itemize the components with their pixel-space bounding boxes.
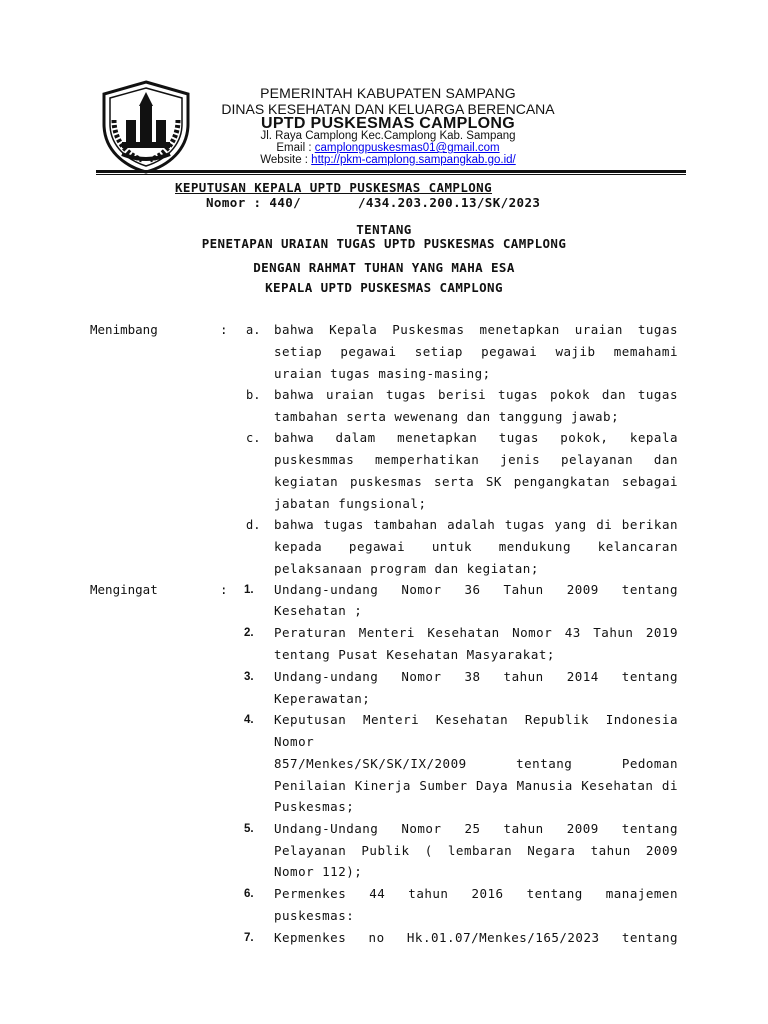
decree-heading: KEPUTUSAN KEPALA UPTD PUSKESMAS CAMPLONG [175, 180, 493, 195]
decree-authority: KEPALA UPTD PUSKESMAS CAMPLONG [265, 280, 503, 295]
mengingat-marker-3: 3. [244, 671, 254, 683]
mengingat-marker-7: 7. [244, 932, 254, 944]
letterhead-address: Jl. Raya Camplong Kec.Camplong Kab. Sampang [260, 130, 516, 142]
mengingat-5-line3: Nomor 112); [274, 864, 363, 879]
letterhead-agency: DINAS KESEHATAN DAN KELUARGA BERENCANA [221, 101, 555, 117]
letterhead-divider-thick [96, 170, 686, 173]
menimbang-marker-c: c. [246, 431, 261, 445]
letterhead-divider-thin [96, 174, 686, 175]
letterhead-government: PEMERINTAH KABUPATEN SAMPANG [260, 85, 516, 101]
decree-invocation: DENGAN RAHMAT TUHAN YANG MAHA ESA [253, 260, 515, 275]
menimbang-c-line1: bahwa dalam menetapkan tugas pokok, kepala [274, 430, 678, 445]
menimbang-c-line3: kegiatan puskesmas serta SK pengangkatan sebagai [274, 474, 678, 489]
menimbang-d-line2: kepada pegawai untuk mendukung kelancaran [274, 539, 678, 554]
mengingat-6-line2: puskesmas: [274, 908, 355, 923]
decree-subject: PENETAPAN URAIAN TUGAS UPTD PUSKESMAS CAMPLONG [201, 236, 567, 251]
decree-about: TENTANG [356, 222, 412, 237]
letterhead-email [210, 142, 566, 154]
mengingat-5-line2: Pelayanan Publik ( lembaran Negara tahun 2009 [274, 843, 678, 858]
menimbang-a-line3: uraian tugas masing-masing; [274, 366, 491, 381]
mengingat-4-line4: Penilaian Kinerja Sumber Daya Manusia Kesehatan di [274, 778, 678, 793]
menimbang-b-line1: bahwa uraian tugas berisi tugas pokok dan tugas [274, 387, 678, 402]
mengingat-marker-5: 5. [244, 823, 254, 835]
menimbang-a-line2: setiap pegawai setiap pegawai wajib memahami [274, 344, 678, 359]
mengingat-6-line1: Permenkes 44 tahun 2016 tentang manajemen [274, 886, 678, 901]
email-link[interactable]: camplongpuskesmas01@gmail.com [314, 142, 500, 154]
mengingat-4-line3: 857/Menkes/SK/SK/IX/2009 tentang Pedoman [274, 756, 678, 771]
menimbang-marker-a: a. [246, 323, 261, 337]
mengingat-3-line2: Keperawatan; [274, 691, 371, 706]
email-label: Email : [276, 142, 315, 154]
mengingat-marker-2: 2. [244, 627, 254, 639]
decree-number-value: /434.203.200.13/SK/2023 [358, 195, 541, 210]
menimbang-label: Menimbang [90, 322, 158, 337]
menimbang-a-line1: bahwa Kepala Puskesmas menetapkan uraian tugas [274, 322, 678, 337]
mengingat-2-line1: Peraturan Menteri Kesehatan Nomor 43 Tahun 2019 [274, 625, 678, 640]
mengingat-marker-4: 4. [244, 714, 254, 726]
mengingat-1-line2: Kesehatan ; [274, 603, 363, 618]
mengingat-4-line1: Keputusan Menteri Kesehatan Republik Indonesia [274, 712, 678, 727]
mengingat-marker-1: 1. [244, 584, 254, 596]
menimbang-marker-d: d. [246, 518, 261, 532]
letterhead-website [210, 154, 566, 166]
mengingat-1-line1: Undang-undang Nomor 36 Tahun 2009 tentang [274, 582, 678, 597]
menimbang-c-line2: puskesmmas memperhatikan jenis pelayanan dan [274, 452, 678, 467]
menimbang-d-line1: bahwa tugas tambahan adalah tugas yang di berikan [274, 517, 678, 532]
menimbang-marker-b: b. [246, 388, 261, 402]
mengingat-3-line1: Undang-undang Nomor 38 tahun 2014 tentang [274, 669, 678, 684]
mengingat-4-line5: Puskesmas; [274, 799, 355, 814]
menimbang-d-line3: pelaksanaan program dan kegiatan; [274, 561, 539, 576]
decree-number-label: Nomor : 440/ [206, 195, 302, 210]
menimbang-b-line2: tambahan serta wewenang dan tanggung jawab; [274, 409, 620, 424]
mengingat-7-line1: Kepmenkes no Hk.01.07/Menkes/165/2023 tentang [274, 930, 678, 945]
menimbang-colon: : [220, 322, 228, 337]
mengingat-colon: : [220, 582, 228, 597]
website-label: Website : [260, 154, 312, 166]
letterhead-institution: UPTD PUSKESMAS CAMPLONG [260, 115, 516, 132]
regency-emblem-logo [96, 80, 196, 174]
website-link[interactable]: http://pkm-camplong.sampangkab.go.id/ [311, 154, 516, 166]
mengingat-marker-6: 6. [244, 888, 254, 900]
menimbang-c-line4: jabatan fungsional; [274, 496, 427, 511]
mengingat-label: Mengingat [90, 582, 158, 597]
mengingat-4-line2: Nomor [274, 734, 315, 749]
mengingat-2-line2: tentang Pusat Kesehatan Masyarakat; [274, 647, 555, 662]
mengingat-5-line1: Undang-Undang Nomor 25 tahun 2009 tentang [274, 821, 678, 836]
